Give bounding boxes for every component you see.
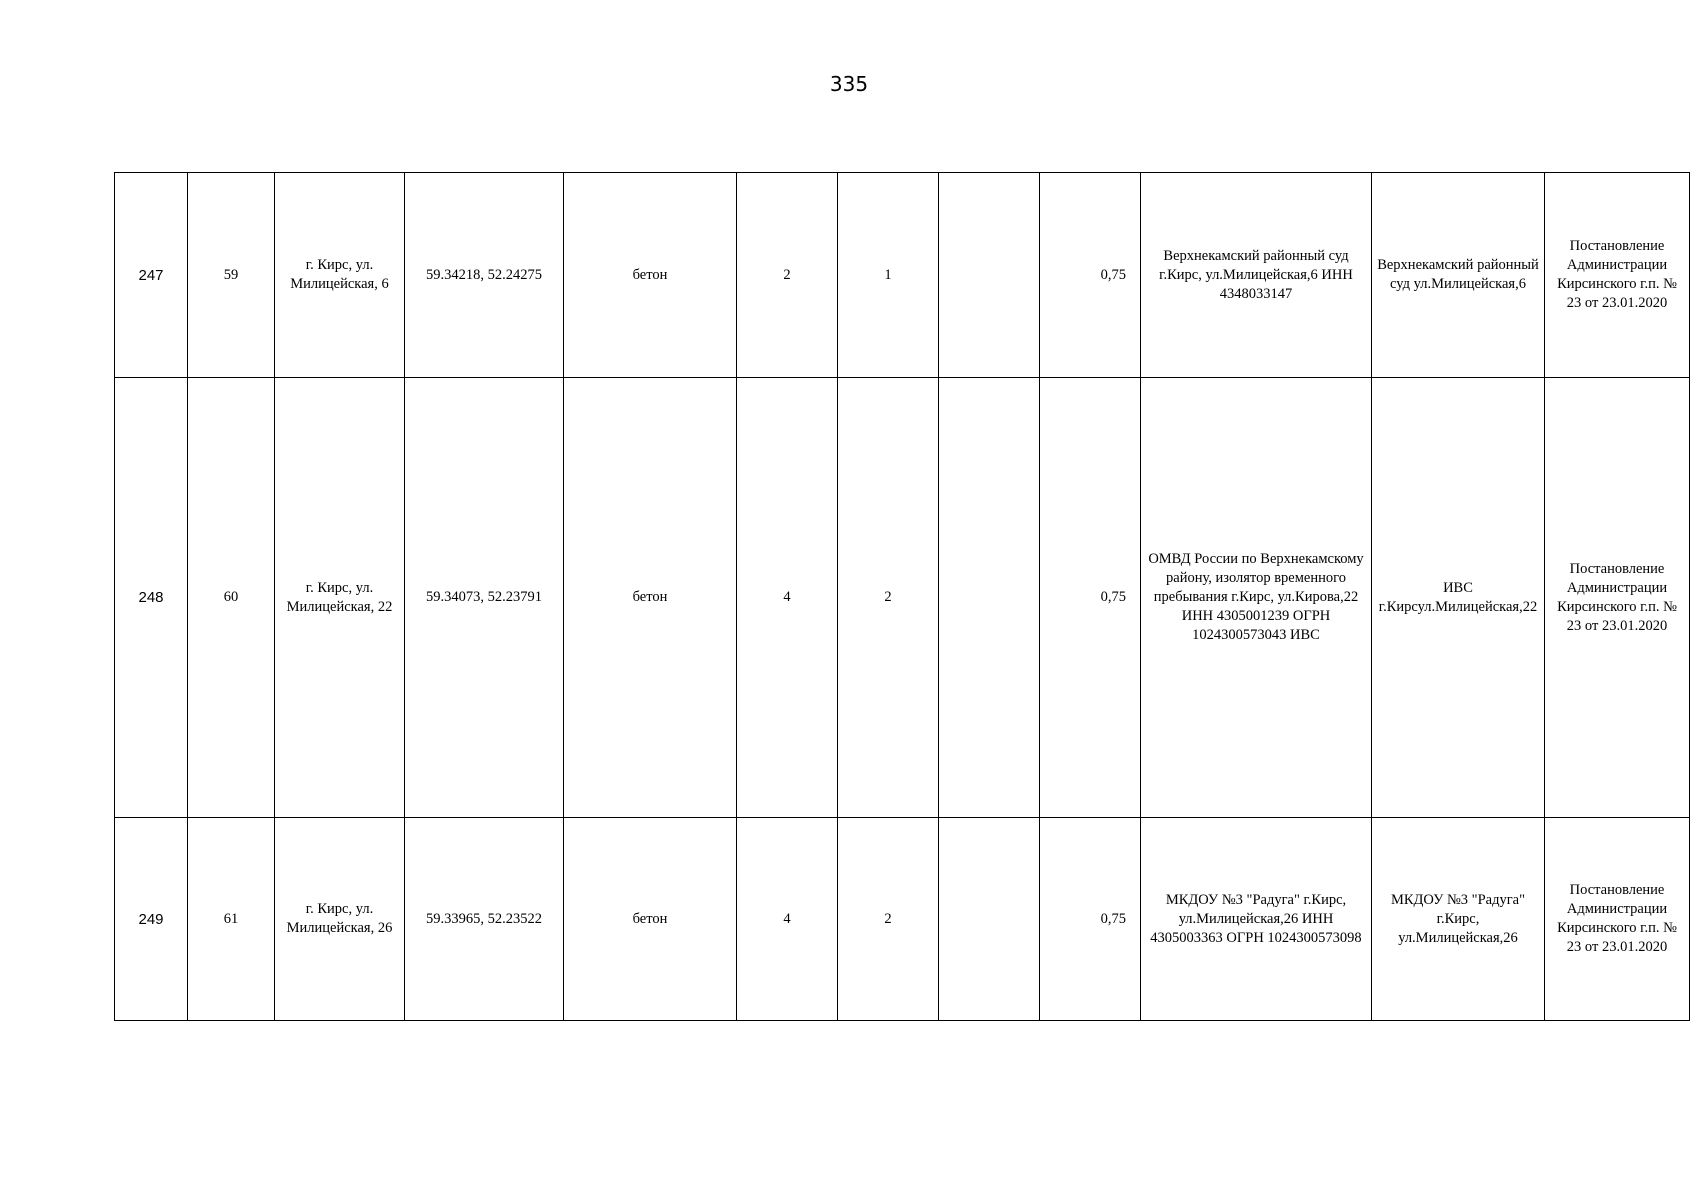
page-number: 335 bbox=[829, 72, 869, 96]
cell-containers: 4 bbox=[737, 818, 838, 1021]
table-row bbox=[115, 818, 1690, 1021]
cell-source: ИВС г.Кирсул.Милицейская,22 bbox=[1372, 378, 1545, 818]
cell-number: 248 bbox=[115, 378, 188, 818]
registry-table bbox=[114, 172, 1690, 1021]
cell-surface: бетон bbox=[564, 378, 737, 818]
cell-col7: 1 bbox=[838, 173, 939, 378]
cell-sub-number: 60 bbox=[188, 378, 275, 818]
cell-source: Верхнекамский районный суд ул.Милицейская,6 bbox=[1372, 173, 1545, 378]
cell-col8 bbox=[939, 173, 1040, 378]
cell-surface: бетон bbox=[564, 173, 737, 378]
cell-owner: Верхнекамский районный суд г.Кирс, ул.Милицейская,6 ИНН 4348033147 bbox=[1141, 173, 1372, 378]
cell-address: г. Кирс, ул. Милицейская, 6 bbox=[275, 173, 405, 378]
cell-col8 bbox=[939, 818, 1040, 1021]
cell-document: Постановление Администрации Кирсинского г.п. № 23 от 23.01.2020 bbox=[1545, 173, 1690, 378]
cell-containers: 2 bbox=[737, 173, 838, 378]
cell-coordinates: 59.33965, 52.23522 bbox=[405, 818, 564, 1021]
cell-area: 0,75 bbox=[1040, 173, 1141, 378]
cell-coordinates: 59.34218, 52.24275 bbox=[405, 173, 564, 378]
cell-owner: МКДОУ №3 "Радуга" г.Кирс, ул.Милицейская,26 ИНН 4305003363 ОГРН 1024300573098 bbox=[1141, 818, 1372, 1021]
cell-col7: 2 bbox=[838, 378, 939, 818]
cell-containers: 4 bbox=[737, 378, 838, 818]
table-row bbox=[115, 378, 1690, 818]
cell-document: Постановление Администрации Кирсинского г.п. № 23 от 23.01.2020 bbox=[1545, 818, 1690, 1021]
cell-owner: ОМВД России по Верхнекамскому району, изолятор временного пребывания г.Кирс, ул.Кирова,22 ИНН 4305001239 ОГРН 1024300573043 ИВС bbox=[1141, 378, 1372, 818]
cell-document: Постановление Администрации Кирсинского г.п. № 23 от 23.01.2020 bbox=[1545, 378, 1690, 818]
cell-source: МКДОУ №3 "Радуга" г.Кирс, ул.Милицейская,26 bbox=[1372, 818, 1545, 1021]
cell-number: 249 bbox=[115, 818, 188, 1021]
cell-address: г. Кирс, ул. Милицейская, 26 bbox=[275, 818, 405, 1021]
cell-number: 247 bbox=[115, 173, 188, 378]
cell-address: г. Кирс, ул. Милицейская, 22 bbox=[275, 378, 405, 818]
cell-col8 bbox=[939, 378, 1040, 818]
cell-area: 0,75 bbox=[1040, 818, 1141, 1021]
table-row bbox=[115, 173, 1690, 378]
cell-col7: 2 bbox=[838, 818, 939, 1021]
cell-area: 0,75 bbox=[1040, 378, 1141, 818]
cell-sub-number: 61 bbox=[188, 818, 275, 1021]
cell-surface: бетон bbox=[564, 818, 737, 1021]
cell-sub-number: 59 bbox=[188, 173, 275, 378]
cell-coordinates: 59.34073, 52.23791 bbox=[405, 378, 564, 818]
